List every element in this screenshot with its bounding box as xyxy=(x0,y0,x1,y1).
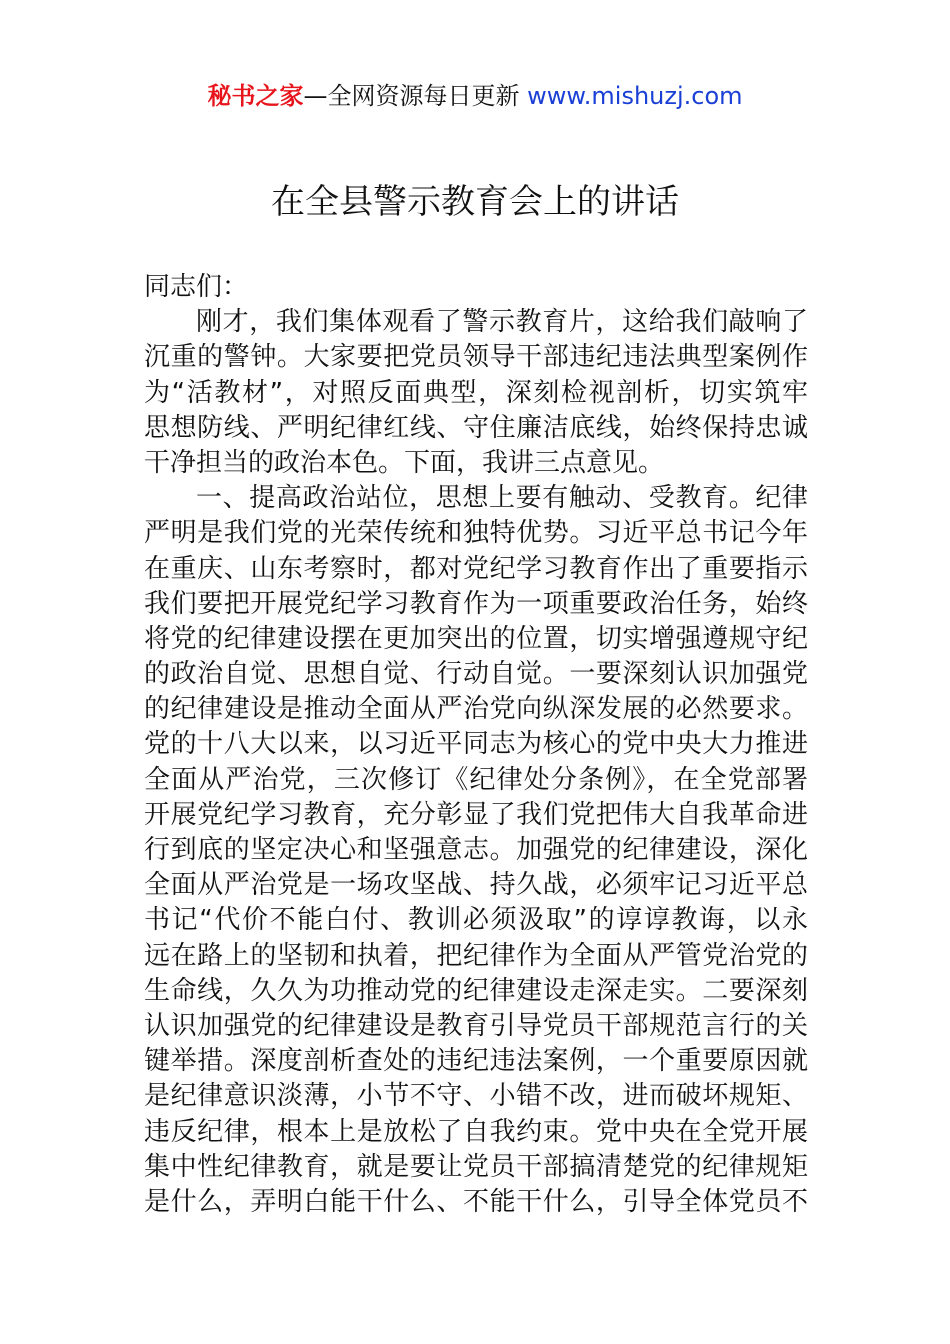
paragraph-line: 严明是我们党的光荣传统和独特优势。习近平总书记今年 xyxy=(144,518,808,549)
paragraph-line: 刚才，我们集体观看了警示教育片，这给我们敲响了 xyxy=(196,307,808,338)
paragraph-line: 是纪律意识淡薄，小节不守、小错不改，进而破坏规矩、 xyxy=(144,1081,808,1112)
paragraph-line: 键举措。深度剖析查处的违纪违法案例，一个重要原因就 xyxy=(144,1046,808,1077)
paragraph-line: 我们要把开展党纪学习教育作为一项重要政治任务，始终 xyxy=(144,588,808,619)
document-body xyxy=(144,270,808,1220)
paragraph-line: 集中性纪律教育，就是要让党员干部搞清楚党的纪律规矩 xyxy=(144,1151,808,1182)
banner-dash: — xyxy=(303,82,328,110)
paragraph-line: 违反纪律，根本上是放松了自我约束。党中央在全党开展 xyxy=(144,1116,808,1147)
paragraph-line: 为“活教材”，对照反面典型，深刻检视剖析，切实筑牢 xyxy=(144,377,808,408)
paragraph-line: 全面从严治党是一场攻坚战、持久战，必须牢记习近平总 xyxy=(144,870,808,901)
paragraph-line: 干净担当的政治本色。下面，我讲三点意见。 xyxy=(144,447,665,478)
brand-name: 秘书之家 xyxy=(207,82,304,110)
paragraph-line: 书记“代价不能白付、教训必须汲取”的谆谆教诲，以永 xyxy=(144,905,808,936)
site-banner xyxy=(0,80,950,112)
paragraph-line: 开展党纪学习教育，充分彰显了我们党把伟大自我革命进 xyxy=(144,799,808,830)
paragraph-line: 在重庆、山东考察时，都对党纪学习教育作出了重要指示 xyxy=(144,553,808,584)
salutation: 同志们： xyxy=(144,272,249,302)
paragraph-line: 认识加强党的纪律建设是教育引导党员干部规范言行的关 xyxy=(144,1010,808,1041)
paragraph-line: 的政治自觉、思想自觉、行动自觉。一要深刻认识加强党 xyxy=(144,659,808,690)
paragraph-line: 行到底的坚定决心和坚强意志。加强党的纪律建设，深化 xyxy=(144,835,808,865)
paragraph-line: 将党的纪律建设摆在更加突出的位置，切实增强遵规守纪 xyxy=(144,623,808,654)
paragraph-line: 是什么，弄明白能干什么、不能干什么，引导全体党员不 xyxy=(144,1186,808,1217)
banner-slogan: 全网资源每日更新 xyxy=(327,82,528,110)
site-url-link[interactable]: www.mishuzj.com xyxy=(527,82,743,110)
document-title: 在全县警示教育会上的讲话 xyxy=(271,182,679,222)
paragraph-line: 沉重的警钟。大家要把党员领导干部违纪违法典型案例作 xyxy=(144,342,808,373)
paragraph-line: 全面从严治党，三次修订《纪律处分条例》，在全党部署 xyxy=(144,764,808,795)
paragraph-line: 一、提高政治站位，思想上要有触动、受教育。纪律 xyxy=(196,483,808,514)
paragraph-line: 的纪律建设是推动全面从严治党向纵深发展的必然要求。 xyxy=(144,694,808,725)
paragraph-line: 党的十八大以来，以习近平同志为核心的党中央大力推进 xyxy=(144,729,808,760)
paragraph-line: 生命线，久久为功推动党的纪律建设走深走实。二要深刻 xyxy=(144,975,808,1006)
paragraph-line: 思想防线、严明纪律红线、守住廉洁底线，始终保持忠诚 xyxy=(144,412,808,443)
paragraph-line: 远在路上的坚韧和执着，把纪律作为全面从严管党治党的 xyxy=(144,940,808,971)
